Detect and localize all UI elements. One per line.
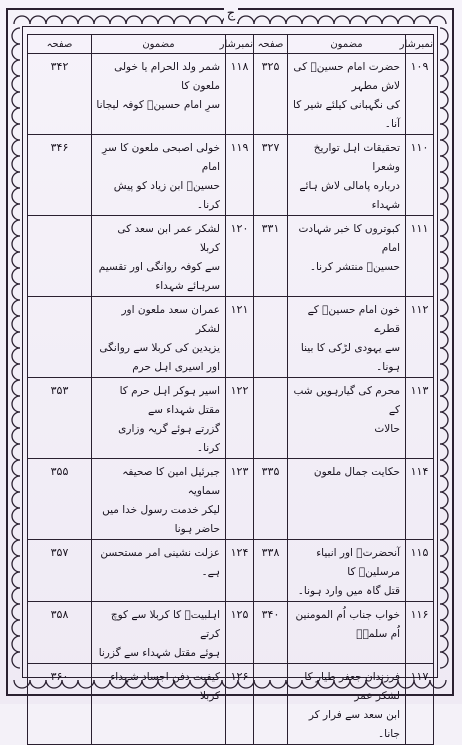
subject-line: لیکر خدمت رسول خدا میں [102,504,220,516]
serial-number-left: ۱۲۲ [226,378,254,459]
subject-right [288,216,406,297]
subject-line: کربلا [200,690,220,702]
page-ref-left: ۳۴۲ [28,54,92,135]
header-row [28,35,434,54]
page-ref-right: ۳۴۰ [254,602,288,664]
subject-right [288,297,406,378]
subject-line: سے کوفہ روانگی اور تقسیم [98,261,220,273]
serial-number-left: ۱۲۳ [226,459,254,540]
subject-line: ابن سعد سے فرار کر جانا۔ [308,709,400,740]
page-ref-left: ۳۵۵ [28,459,92,540]
subject-line: کی نگہبانی کیلئے شیر کا آنا۔ [293,99,400,130]
header-subject-left: مضمون [92,35,226,54]
page-ref-right: ۳۲۷ [254,135,288,216]
serial-number-right: ۱۱۱ [406,216,434,297]
header-page-left: صفحہ [28,35,92,54]
subject-line: خواب جناب اُم المومنین [295,609,400,621]
serial-number-right: ۱۱۲ [406,297,434,378]
table-row [28,602,434,664]
subject-line: لشکر عمر ابن سعد کی کربلا [117,223,220,254]
subject-line: حاضر ہونا [174,523,220,535]
subject-line: ہوئے مقتل شہداء سے گزرنا [98,647,220,659]
table-row [28,664,434,745]
header-subject-right: مضمون [288,35,406,54]
page-ref-left: ۳۶۰ [28,664,92,745]
subject-line: عمران سعد ملعون اور لشکر [121,304,220,335]
page-ref-right [254,297,288,378]
page-ref-right: ۳۳۵ [254,459,288,540]
subject-line: سے یہودی لڑکی کا بینا ہونا۔ [300,342,400,373]
subject-line: اُم سلمہؓ [356,628,400,640]
subject-line: کیفیت دفن اجساد شہداء [110,671,220,683]
subject-right [288,54,406,135]
table-row [28,540,434,602]
subject-left [92,54,226,135]
page-ref-left: ۳۵۸ [28,602,92,664]
subject-left [92,664,226,745]
subject-left [92,602,226,664]
subject-right [288,602,406,664]
subject-line: کبوتروں کا خبر شہادت امام [298,223,400,254]
subject-line: درباره پامالی لاش ہائے شہداء [299,180,400,211]
table-of-contents [27,34,434,745]
header-serial-right: نمبرشار [406,35,434,54]
subject-right [288,378,406,459]
subject-line: خون امام حسینؑ کے قطرے [307,304,400,335]
subject-line: گزرتے ہوئے گریہ وزاری کرنا۔ [118,423,220,454]
table-row [28,378,434,459]
subject-line: سرِ امام حسینؑ کوفہ لیجانا [96,99,220,111]
subject-line: فرزندان جعفر طیار کا لشکر عمر [304,671,400,702]
serial-number-right: ۱۱۵ [406,540,434,602]
header-serial-left: نمبرشار [226,35,254,54]
subject-line: حالات [374,423,400,435]
serial-number-left: ۱۱۸ [226,54,254,135]
table-row [28,459,434,540]
serial-number-right: ۱۱۷ [406,664,434,745]
page-ref-left: ۳۵۷ [28,540,92,602]
subject-line: حسینؑ ابن زیاد کو پیش کرنا۔ [113,180,220,211]
page-ref-right [254,378,288,459]
serial-number-right: ۱۱۳ [406,378,434,459]
serial-number-right: ۱۱۰ [406,135,434,216]
subject-right [288,135,406,216]
subject-line: محرم کی گیارہویں شب کے [293,385,400,416]
table-row [28,216,434,297]
header-page-right: صفحہ [254,35,288,54]
subject-right [288,540,406,602]
table-row [28,297,434,378]
serial-number-right: ۱۱۴ [406,459,434,540]
page-ref-right: ۳۳۱ [254,216,288,297]
page-ref-right: ۳۳۸ [254,540,288,602]
subject-line: اور اسیری اہل حرم [132,361,220,373]
serial-number-right: ۱۱۶ [406,602,434,664]
subject-line: تحقیقات اہل تواریخ وشعرا [313,142,400,173]
subject-line: شمر ولد الحرام یا خولی ملعون کا [114,61,220,92]
subject-left [92,378,226,459]
page-ref-right: ۳۲۵ [254,54,288,135]
subject-line: عزلت نشینی امر مستحسن ہے۔ [100,547,220,578]
page-ref-left: ۳۵۳ [28,378,92,459]
subject-line: سرہائے شہداء [155,280,220,292]
subject-line: حکایت جمال ملعون [313,466,400,478]
subject-left [92,459,226,540]
page-ref-left [28,297,92,378]
subject-left [92,135,226,216]
subject-right [288,459,406,540]
serial-number-left: ۱۲۱ [226,297,254,378]
table-row [28,135,434,216]
subject-line: حسینؑ منتشر کرنا۔ [309,261,400,273]
subject-line: حضرت امام حسینؑ کی لاش مطہر [293,61,400,92]
page-ref-left: ۳۴۶ [28,135,92,216]
subject-line: آنحضرتؐ اور انبیاء مرسلینؑ کا [316,547,400,578]
subject-right [288,664,406,745]
page-number: ج [224,6,238,22]
serial-number-right: ۱۰۹ [406,54,434,135]
serial-number-left: ۱۱۹ [226,135,254,216]
subject-line: خولی اصبحی ملعون کا سرِ امام [102,142,220,173]
serial-number-left: ۱۲۵ [226,602,254,664]
serial-number-left: ۱۲۰ [226,216,254,297]
table-row [28,54,434,135]
page-ref-right [254,664,288,745]
serial-number-left: ۱۲۶ [226,664,254,745]
subject-left [92,216,226,297]
subject-left [92,297,226,378]
page-ref-left [28,216,92,297]
subject-line: اہلبیتؑ کا کربلا سے کوچ کرتے [110,609,220,640]
subject-line: قتل گاہ میں وارد ہونا۔ [297,585,400,597]
subject-line: یزیدین کی کربلا سے روانگی [99,342,220,354]
serial-number-left: ۱۲۴ [226,540,254,602]
subject-line: اسیر ہوکر اہل حرم کا مقتل شہداء سے [119,385,220,416]
subject-line: جبرئیل امین کا صحیفہ سماویہ [122,466,220,497]
subject-left [92,540,226,602]
